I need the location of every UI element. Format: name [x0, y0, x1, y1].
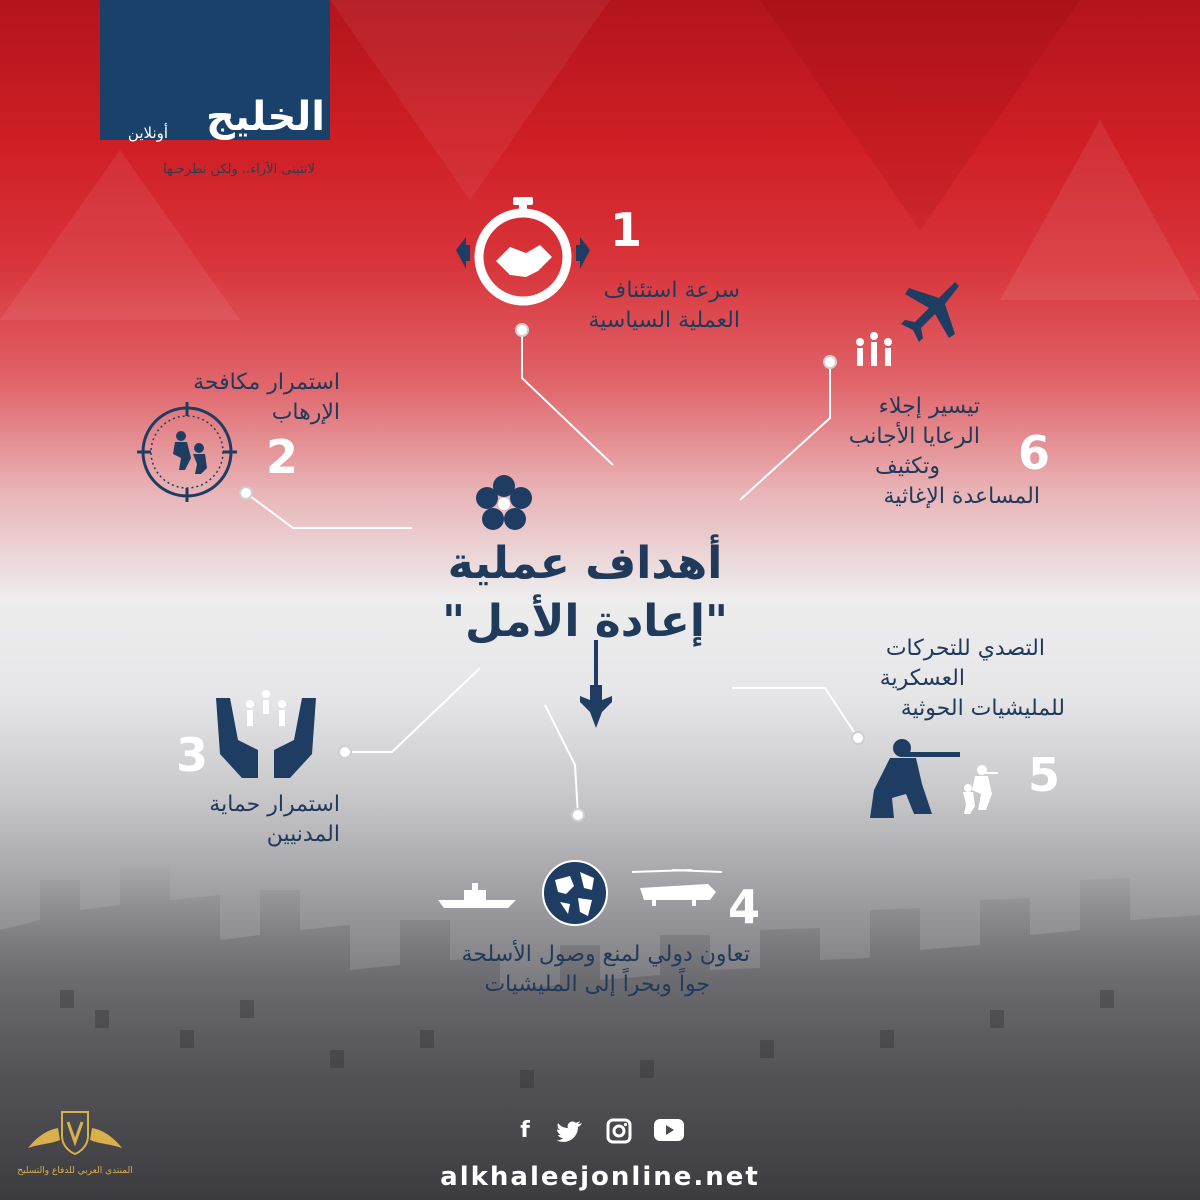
goal-6-line2: الرعايا الأجانب [848, 424, 980, 449]
goal-2-line1: استمرار مكافحة [193, 370, 340, 395]
forum-badge-text: المنتدى العربي للدفاع والتسليح [17, 1166, 133, 1176]
logo-online-text: أونلاين [127, 124, 169, 142]
goal-1-number: 1 [609, 203, 642, 257]
facebook-icon[interactable]: f [520, 1118, 530, 1143]
goal-2-text [140, 368, 340, 428]
main-title-line1: أهداف عملية [447, 538, 723, 589]
goal-5-number: 5 [1027, 748, 1060, 802]
logo-tagline: لانتبنى الآراء.. ولكن نطرحـها [163, 162, 315, 177]
goal-4-line2: جواً وبحراً إلى المليشيات [484, 972, 710, 997]
protecting-hands-icon [212, 688, 320, 780]
goal-6-line4: المساعدة الإغاثية [883, 484, 1040, 509]
goal-5-line2: العسكرية [879, 666, 965, 691]
goal-1-line1: سرعة استئناف [603, 278, 740, 303]
goal-5-line1: التصدي للتحركات [885, 636, 1045, 661]
instagram-icon[interactable] [606, 1118, 632, 1144]
forum-badge-icon [22, 1108, 128, 1168]
goal-5-text [840, 634, 1065, 724]
goal-4-text [400, 940, 750, 1000]
goal-5-line3: للمليشيات الحوثية [900, 696, 1065, 721]
goal-4-number: 4 [727, 880, 760, 934]
goal-2-line2: الإرهاب [271, 400, 340, 425]
ship-icon [438, 880, 516, 910]
logo-main-text: الخليج [205, 94, 325, 140]
airplane-icon [885, 278, 961, 348]
goal-3-line1: استمرار حماية [209, 792, 340, 817]
globe-icon [540, 858, 610, 928]
goal-1-text [540, 276, 740, 336]
sniper-soldiers-icon [860, 734, 1020, 824]
goal-3-number: 3 [175, 728, 208, 782]
goal-4-line1: تعاون دولي لمنع وصول الأسلحة [461, 942, 750, 967]
people-icon [852, 330, 896, 374]
main-title [420, 535, 750, 651]
goal-6-line1: تيسير إجلاء [878, 394, 980, 419]
flower-icon [474, 474, 534, 534]
youtube-icon[interactable] [654, 1118, 684, 1142]
website-url[interactable]: alkhaleejonline.net [440, 1162, 760, 1192]
jet-arrow-icon [576, 640, 616, 730]
goal-6-number: 6 [1017, 426, 1050, 480]
main-title-line2: "إعادة الأمل" [442, 596, 728, 647]
twitter-icon[interactable] [556, 1120, 582, 1142]
helicopter-icon [632, 866, 722, 910]
goal-3-text [140, 790, 340, 850]
goal-6-line3: وتكثيف [875, 454, 940, 479]
goal-1-line2: العملية السياسية [588, 308, 740, 333]
goal-2-number: 2 [265, 430, 298, 484]
goal-3-line2: المدنيين [266, 822, 340, 847]
